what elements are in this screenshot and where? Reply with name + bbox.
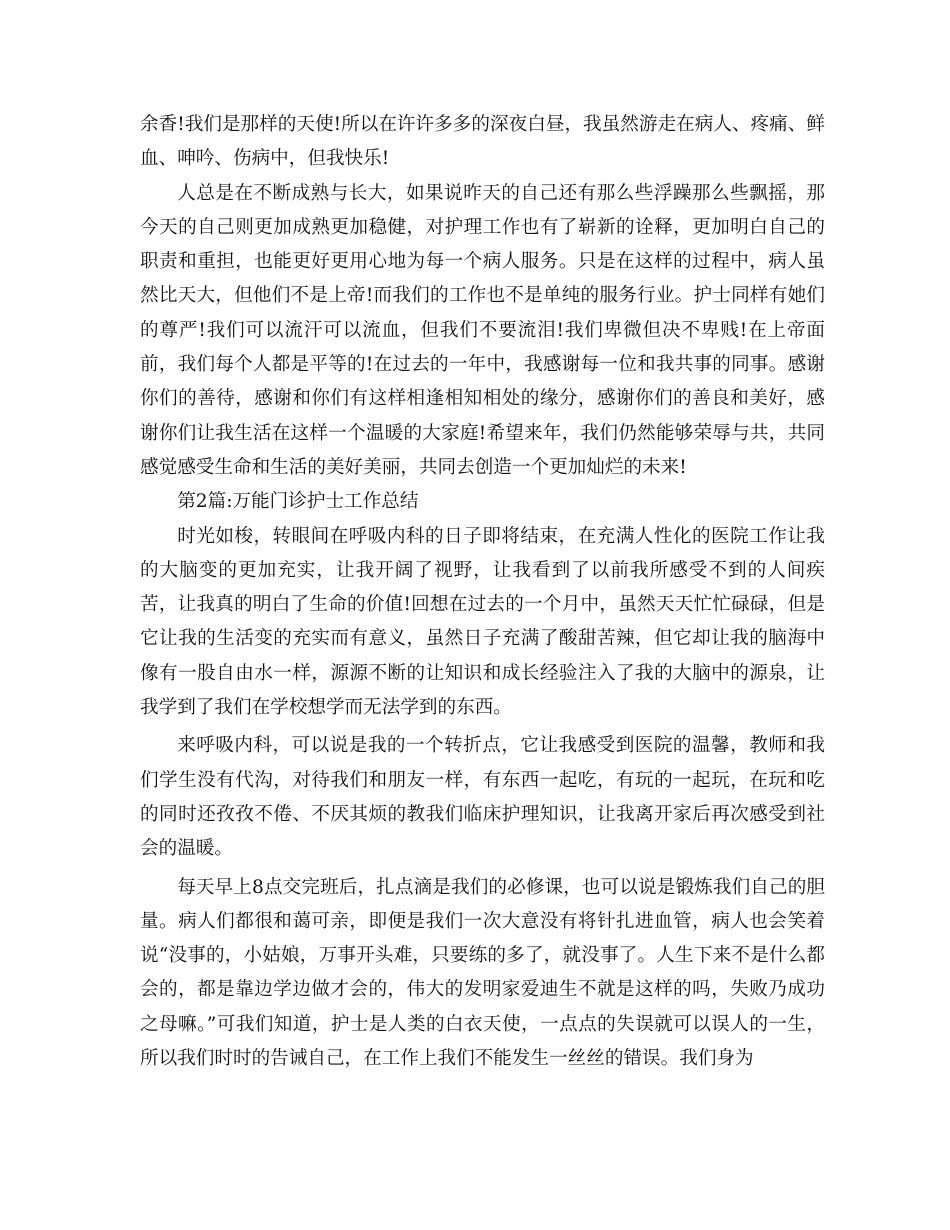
section-heading: 第2篇:万能门诊护士工作总结 [177,491,419,513]
paragraph: 时光如梭，转眼间在呼吸内科的日子即将结束，在充满人性化的医院工作让我的大脑变的更加充实，让我开阔了视野，让我看到了以前我所感受不到的人间疾苦，让我真的明白了生命的价值!回想在过去的一个月中，虽然天天忙忙碌碌，但是它让我的生活变的充实而有意义，虽然日子充满了酸甜苦辣，但它却让我的脑海中像有一股自由水一样，源源不断的让知识和成长经验注入了我的大脑中的源泉，让我学到了我们在学校想学而无法学到的东西。 [140,525,825,719]
document-page [140,108,825,1076]
paragraph: 人总是在不断成熟与长大，如果说昨天的自己还有那么些浮躁那么些飘摇，那今天的自己则更加成熟更加稳健，对护理工作也有了崭新的诠释，更加明白自己的职责和重担，也能更好更用心地为每一个病人服务。只是在这样的过程中，病人虽然比天大，但他们不是上帝!而我们的工作也不是单纯的服务行业。护士同样有她们的尊严!我们可以流汗可以流血，但我们不要流泪!我们卑微但决不卑贱!在上帝面前，我们每个人都是平等的!在过去的一年中，我感谢每一位和我共事的同事。感谢你们的善待，感谢和你们有这样相逢相知相处的缘分，感谢你们的善良和美好，感谢你们让我生活在这样一个温暖的大家庭!希望来年，我们仍然能够荣辱与共，共同感觉感受生命和生活的美好美丽，共同去创造一个更加灿烂的未来! [140,182,825,478]
paragraph: 来呼吸内科，可以说是我的一个转折点，它让我感受到医院的温馨，教师和我们学生没有代沟，对待我们和朋友一样，有东西一起吃，有玩的一起玩，在玩和吃的同时还孜孜不倦、不厌其烦的教我们临床护理知识，让我离开家后再次感受到社会的温暖。 [140,735,825,860]
paragraph: 每天早上8点交完班后，扎点滴是我们的必修课，也可以说是锻炼我们自己的胆量。病人们都很和蔼可亲，即便是我们一次大意没有将针扎进血管，病人也会笑着说“没事的，小姑娘，万事开头难，只要练的多了，就没事了。人生下来不是什么都会的，都是靠边学边做才会的，伟大的发明家爱迪生不就是这样的吗，失败乃成功之母嘛。”可我们知道，护士是人类的白衣天使，一点点的失误就可以误人的一生，所以我们时时的告诫自己，在工作上我们不能发生一丝丝的错误。我们身为 [140,876,825,1070]
paragraph-continued: 余香!我们是那样的天使!所以在许许多多的深夜白昼，我虽然游走在病人、疼痛、鲜血、呻吟、伤病中，但我快乐! [140,114,825,170]
